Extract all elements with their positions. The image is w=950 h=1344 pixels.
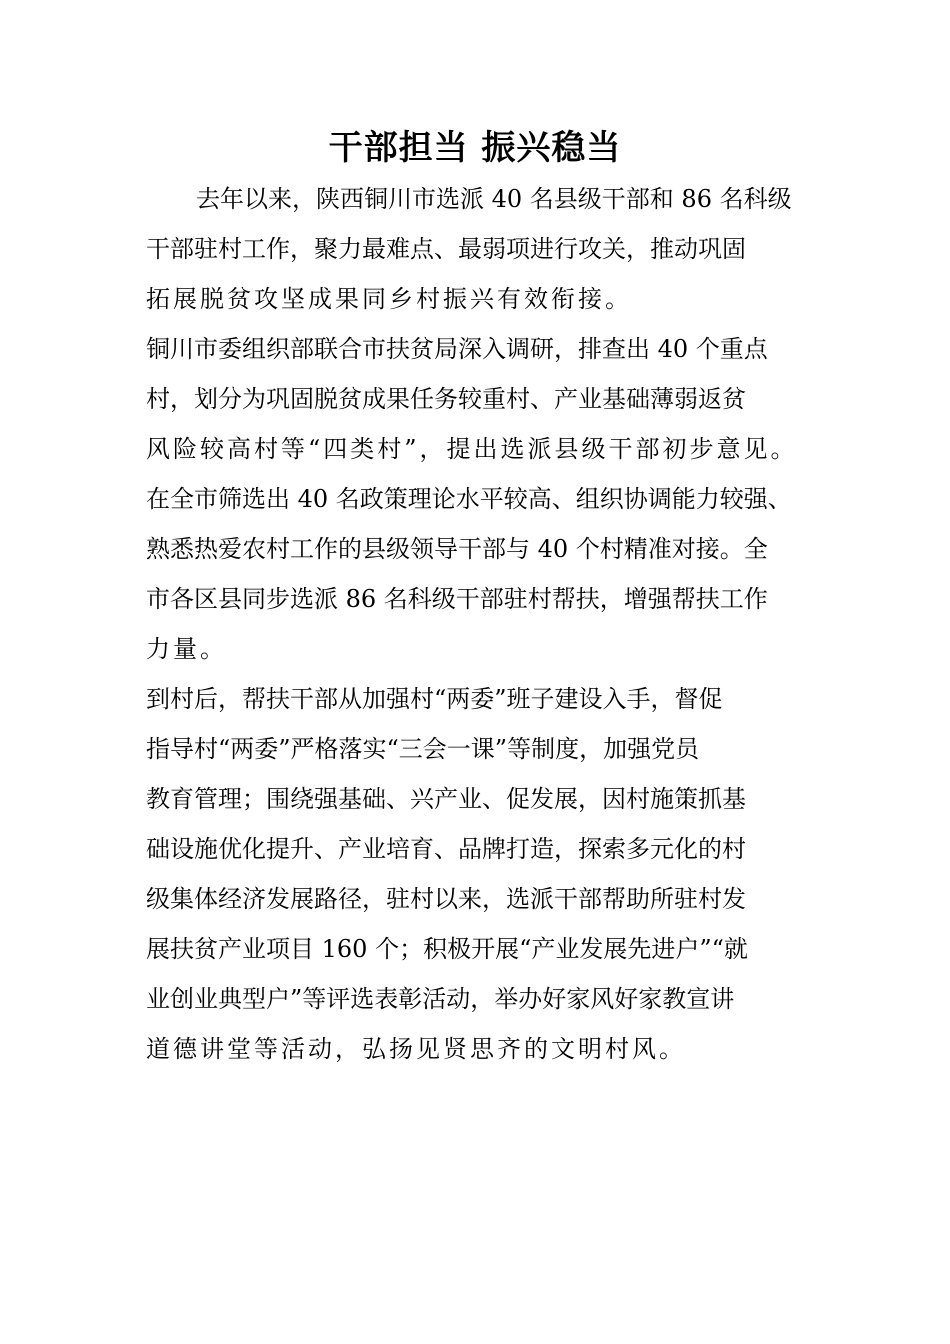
text-line-12: 指导村“两委”严格落实“三会一课”等制度，加强党员 <box>146 735 700 763</box>
text-line-10: 力量。 <box>146 635 227 663</box>
text-line-1: 去年以来，陕西铜川市选派 40 名县级干部和 86 名科级 <box>196 185 792 213</box>
text-line-16: 展扶贫产业项目 160 个；积极开展“产业发展先进户”“就 <box>146 935 748 963</box>
text-line-11: 到村后，帮扶干部从加强村“两委”班子建设入手，督促 <box>146 685 723 713</box>
text-line-13: 教育管理；围绕强基础、兴产业、促发展，因村施策抓基 <box>146 785 746 813</box>
text-line-9: 市各区县同步选派 86 名科级干部驻村帮扶，增强帮扶工作 <box>146 585 768 613</box>
text-line-6: 风险较高村等“四类村”，提出选派县级干部初步意见。 <box>146 435 798 463</box>
text-line-2: 干部驻村工作，聚力最难点、最弱项进行攻关，推动巩固 <box>146 235 746 263</box>
text-line-18: 道德讲堂等活动，弘扬见贤思齐的文明村风。 <box>146 1035 686 1063</box>
text-line-8: 熟悉热爱农村工作的县级领导干部与 40 个村精准对接。全 <box>146 535 768 563</box>
text-line-14: 础设施优化提升、产业培育、品牌打造，探索多元化的村 <box>146 835 746 863</box>
text-line-3: 拓展脱贫攻坚成果同乡村振兴有效衔接。 <box>146 285 632 313</box>
text-line-17: 业创业典型户”等评选表彰活动，举办好家风好家教宣讲 <box>146 985 735 1013</box>
text-line-5: 村，划分为巩固脱贫成果任务较重村、产业基础薄弱返贫 <box>146 385 746 413</box>
document-title: 干部担当 振兴稳当 <box>328 128 622 168</box>
text-line-4: 铜川市委组织部联合市扶贫局深入调研，排查出 40 个重点 <box>146 335 768 363</box>
text-line-15: 级集体经济发展路径，驻村以来，选派干部帮助所驻村发 <box>146 885 746 913</box>
text-line-7: 在全市筛选出 40 名政策理论水平较高、组织协调能力较强、 <box>146 485 792 513</box>
